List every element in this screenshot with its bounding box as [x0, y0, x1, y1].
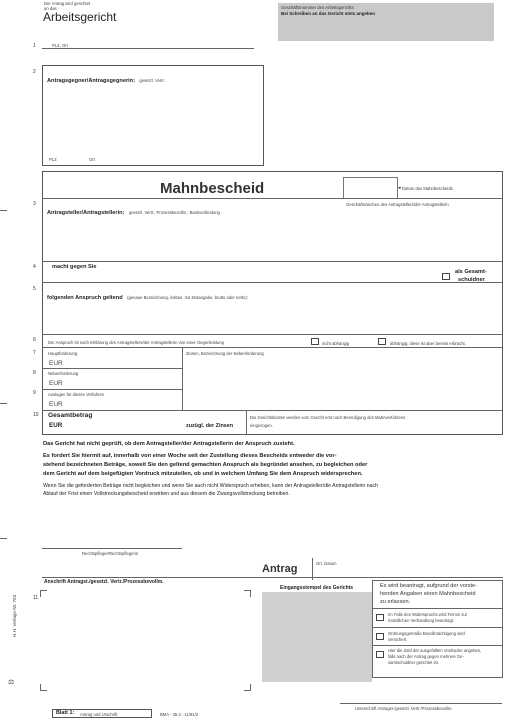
- respondent-label-row: [47, 69, 165, 87]
- total-amount[interactable]: [70, 420, 180, 430]
- margin-number-2: 2: [33, 69, 36, 75]
- option3-line3: samtschuldner gerichtet ist.: [388, 660, 439, 665]
- sheet-label: Blatt 1:: [56, 710, 75, 716]
- counter-text: Der Anspruch ist nach Erklärung des Antragstellers/der Antragstellerin von einer Gegenleistung: [48, 340, 224, 345]
- expenses-currency: EUR: [49, 401, 63, 408]
- address-label: Anschrift Antragst./gesetzl. Vertr./Prozessbevollm.: [44, 579, 164, 585]
- respondent-ort: Ort: [89, 157, 95, 162]
- arrow-left-icon: ◂: [398, 185, 401, 191]
- respondent-plz: PLZ: [49, 157, 57, 162]
- dependent-label: abhängig; diese ist aber bereits erbracht.: [390, 341, 466, 346]
- notice-p2-line1: Es fordert Sie hiermit auf, innerhalb von einer Woche seit der Zustellung dieses Bescheids entweder die vor-: [43, 453, 337, 459]
- antrag-divider: [42, 577, 503, 578]
- case-number-field[interactable]: [278, 3, 494, 41]
- option2-line1: Ordnungsgemäße Bevollmächtigung wird: [388, 631, 465, 636]
- main-claim-amount[interactable]: [46, 358, 180, 368]
- respondent-box[interactable]: [42, 65, 264, 166]
- sheet-desc: Antrag und Urschrift: [80, 712, 118, 717]
- option1-line2: mündlichen Verhandlung beantragt.: [388, 618, 455, 623]
- divider: [312, 558, 313, 580]
- expenses-amount[interactable]: [46, 399, 180, 409]
- form-count-box[interactable]: [376, 651, 384, 658]
- divider: [42, 410, 503, 411]
- authorization-checkbox[interactable]: [376, 633, 384, 640]
- request-line-2: henden Angaben einen Mahnbescheid: [380, 591, 476, 597]
- signature-label: Unterschrift Antragst./gesetzl. Vertr./Prozessbevollm.: [355, 706, 453, 711]
- margin-number-11: 11: [33, 595, 39, 601]
- corner-mark: [40, 684, 47, 691]
- option3-line1: Hier die Zahl der ausgefüllten Vordrucke angeben,: [388, 648, 482, 653]
- main-claim-currency: EUR: [49, 360, 63, 367]
- form-ref: BMA - 35.3 - 11/91/2: [160, 712, 199, 717]
- officer-signature-line: [42, 548, 182, 549]
- court-costs-1: Die Gerichtskosten werden vom Gericht erst nach Beendigung des Mahnverfahrens: [250, 415, 406, 420]
- divider: [42, 282, 503, 283]
- interest-label: Zinsen, Bezeichnung der Nebenforderung: [186, 351, 264, 356]
- applicant-label: Antragsteller/Antragstellerin;: [47, 210, 125, 216]
- margin-number-10: 10: [33, 412, 39, 418]
- divider: [42, 347, 503, 348]
- request-line-3: zu erlassen.: [380, 599, 411, 605]
- respondent-label: Antragsgegner/Antragsgegnerin;: [47, 78, 135, 84]
- claim-field[interactable]: [44, 294, 500, 334]
- joint-debtor-checkbox[interactable]: [442, 273, 450, 280]
- margin-number-8: 8: [33, 370, 36, 376]
- date-label: Datum des Mahnbescheids: [402, 186, 453, 191]
- notice-p2-line2: stehend bezeichneten Beträge, soweit Sie den geltend gemachten Anspruch als begründet ansehen, zu begleichen oder: [43, 462, 368, 468]
- side-claim-label: Nebenforderung: [48, 371, 79, 376]
- fold-mark: [0, 403, 7, 404]
- signature-field[interactable]: [340, 690, 502, 702]
- divider: [372, 608, 503, 609]
- option2-line2: versichert.: [388, 637, 408, 642]
- margin-number-7: 7: [33, 350, 36, 356]
- margin-number-4: 4: [33, 264, 36, 270]
- margin-number-6: 6: [33, 337, 36, 343]
- antrag-title: Antrag: [262, 563, 298, 575]
- sender-note-2: an das: [44, 6, 57, 11]
- divider: [372, 627, 503, 628]
- divider: [246, 410, 247, 435]
- divider: [42, 198, 503, 199]
- date-field[interactable]: [343, 177, 398, 199]
- option1-line1: Im Falle des Widerspruchs wird Termin zur: [388, 612, 468, 617]
- publisher-label: H.H. Verlags-Nr. 703: [12, 594, 17, 637]
- case-number-label-2: Bei Schreiben an das Gericht stets angeben: [281, 11, 376, 16]
- form-title: Mahnbescheid: [160, 180, 265, 197]
- notice-p1: Das Gericht hat nicht geprüft, ob dem Antragsteller/der Antragstellerin der Anspruch zusteht.: [43, 441, 295, 447]
- joint-debtor-label-1: als Gesamt-: [455, 269, 487, 275]
- claims-against-label: macht gegen Sie: [52, 264, 97, 270]
- total-label: Gesamtbetrag: [48, 412, 93, 419]
- margin-number-5: 5: [33, 286, 36, 292]
- applicant-address-field[interactable]: [44, 590, 256, 690]
- option3-line2: falls nach der Antrag gegen mehrere Ge-: [388, 654, 464, 659]
- interest-field[interactable]: [185, 358, 500, 408]
- signature-line: [340, 703, 502, 704]
- margin-number-3: 3: [33, 201, 36, 207]
- address-line: [42, 48, 254, 49]
- claim-sublabel: (genaue Bezeichnung, insbes. mit Zeitangabe, brutto oder netto):: [127, 295, 248, 300]
- main-claim-label: Hauptforderung: [48, 351, 78, 356]
- not-dependent-label: nicht abhängig: [322, 341, 350, 346]
- side-claim-amount[interactable]: [46, 378, 180, 388]
- officer-signature-field[interactable]: [42, 538, 182, 548]
- court-stamp-area: [262, 592, 372, 682]
- divider: [372, 645, 503, 646]
- respondent-sublabel: gesetzl. Vertr.: [139, 78, 165, 83]
- hearing-checkbox[interactable]: [376, 614, 384, 621]
- divider: [42, 261, 503, 262]
- officer-label: Rechtspfleger/Rechtspflegerin: [82, 551, 139, 556]
- joint-debtor-label-2: schuldner: [458, 277, 485, 283]
- place-date-field[interactable]: [316, 566, 501, 576]
- sender-note-1: Der Antrag wird gerichtet: [44, 1, 91, 6]
- not-dependent-checkbox[interactable]: [311, 338, 319, 345]
- applicant-ref-label: Geschäftszeichen des Antragstellers/der Antragstellerin: [346, 202, 449, 207]
- plus-interest-label: zuzügl. der Zinsen: [186, 423, 234, 429]
- claim-label: folgenden Anspruch geltend: [47, 295, 123, 301]
- dependent-checkbox[interactable]: [378, 338, 386, 345]
- divider: [42, 334, 503, 335]
- case-number-label-1: Geschäftsnummer des Arbeitsgerichts: [281, 5, 354, 10]
- notice-p3-line2: Ablauf der Frist einen Vollstreckungsbescheid erwirken und aus diesem die Zwangsvollstreckung betreiben.: [43, 491, 290, 497]
- notice-p3-line1: Wenn Sie die geforderten Beträge nicht begleichen und wenn Sie auch nicht Widerspruch erheben, kann der Antragsteller/die Antragstellerin nach: [43, 483, 378, 489]
- divider: [182, 347, 183, 410]
- divider: [42, 389, 182, 390]
- applicant-field[interactable]: [44, 210, 500, 260]
- request-line-1: Es wird beantragt, aufgrund der vorste-: [380, 583, 478, 589]
- court-title: Arbeitsgericht: [43, 10, 117, 24]
- fold-mark: [0, 538, 7, 539]
- place-date-label: Ort, Datum: [316, 561, 337, 566]
- stamp-label: Eingangsstempel des Gerichts: [280, 585, 354, 591]
- notice-p2-line3: dem Gericht auf dem beigefügten Vordruck mitzuteilen, ob und in welchem Umfang Sie dem Anspruch widersprechen.: [43, 471, 363, 477]
- divider: [42, 368, 182, 369]
- margin-number-1: 1: [33, 43, 36, 49]
- corner-mark: [244, 684, 251, 691]
- side-claim-currency: EUR: [49, 380, 63, 387]
- publisher-logo-icon: ⚖: [8, 679, 15, 686]
- corner-mark: [244, 590, 251, 597]
- corner-mark: [40, 590, 47, 597]
- margin-number-9: 9: [33, 390, 36, 396]
- plz-ort-label: PLZ, Ort: [52, 43, 68, 48]
- fold-mark: [0, 210, 7, 211]
- court-costs-2: eingezogen.: [250, 423, 273, 428]
- applicant-sublabel: gesetzl. Vertr.; Prozessbevollm.; Bankverbindung: [128, 210, 220, 215]
- total-currency: EUR: [49, 422, 63, 429]
- expenses-label: Auslagen für dieses Verfahren: [48, 392, 105, 397]
